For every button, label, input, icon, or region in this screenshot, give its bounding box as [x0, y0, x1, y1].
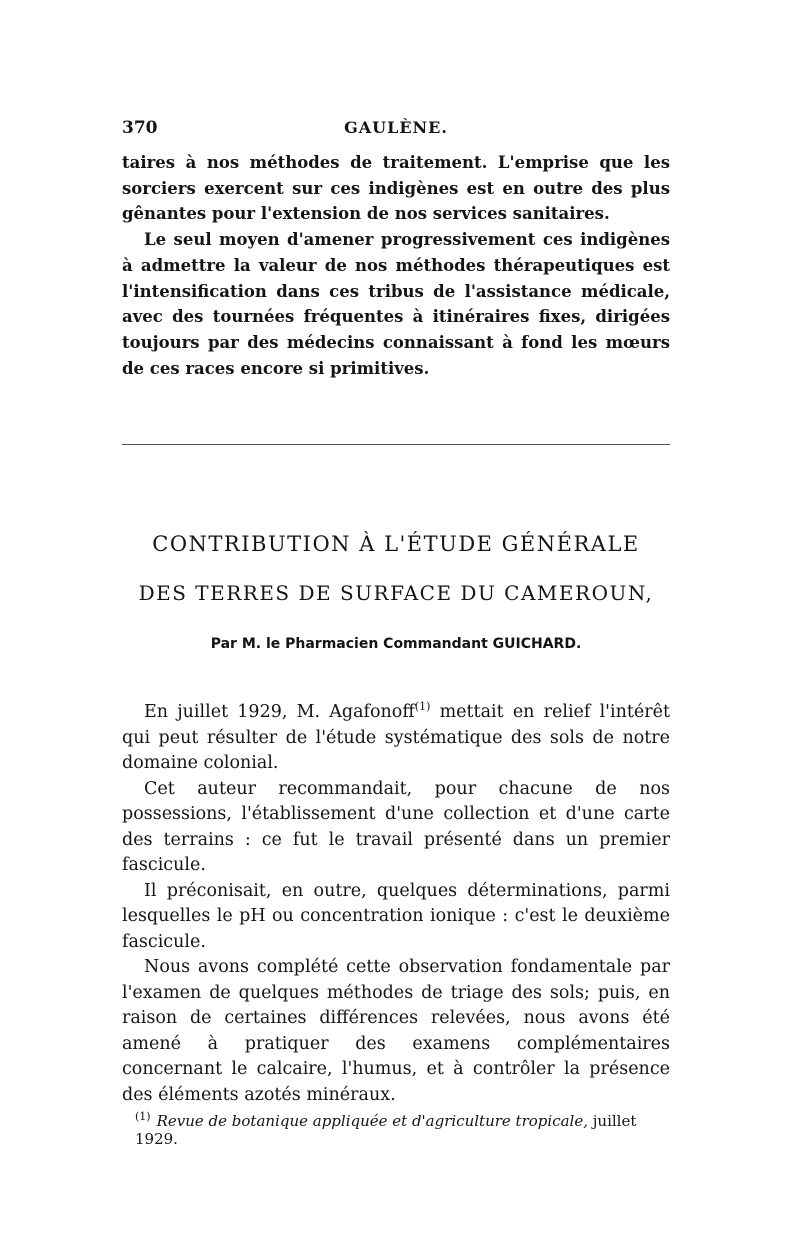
page-header: [122, 118, 670, 148]
footnote-reference: (1): [414, 700, 431, 714]
body-paragraph-2: Cet auteur recommandait, pour chacune de nos possessions, l'établissement d'une collection et d'une carte des terrains : ce fut le travail présenté dans un premier fascicule.: [122, 778, 670, 875]
running-title: GAULÈNE.: [344, 118, 448, 137]
continuation-paragraph-1: taires à nos méthodes de traitement. L'emprise que les sorciers exercent sur ces indigènes est en outre des plus gênantes pour l'extension de nos services sanitaires.: [122, 153, 670, 224]
body-paragraph-4: Nous avons complété cette observation fondamentale par l'examen de quelques méthodes de triage des sols; puis, en raison de certaines différences relevées, nous avons été amené à pratiquer des examens complémentaires concernant le calcaire, l'humus, et à contrôler la présence des éléments azotés minéraux.: [122, 957, 670, 1105]
footnote-mark: (1): [135, 1110, 151, 1123]
continuation-text: [122, 150, 670, 381]
continuation-paragraph-2: Le seul moyen d'amener progressivement ces indigènes à admettre la valeur de nos méthodes thérapeutiques est l'intensification dans ces tribus de l'assistance médicale, avec des tournées fréquentes à itinéraires fixes, dirigées toujours par des médecins connaissant à fond les mœurs de ces races encore si primitives.: [122, 230, 670, 378]
footnote-date: juillet 1929.: [135, 1112, 637, 1148]
footnote-journal: Revue de botanique appliquée et d'agriculture tropicale,: [156, 1112, 588, 1130]
page-number: 370: [122, 118, 158, 138]
body-paragraph-1-start: En juillet 1929, M. Agafonoff: [144, 702, 415, 722]
body-paragraph-1-end: mettait en relief l'intérêt qui peut résulter de l'étude systématique des sols de notre domaine colonial.: [122, 702, 670, 773]
section-divider: [122, 444, 670, 445]
article-title-line-2: DES TERRES DE SURFACE DU CAMEROUN,: [138, 581, 654, 605]
footnote: [135, 1110, 675, 1148]
body-paragraph-3: Il préconisait, en outre, quelques déterminations, parmi lesquelles le pH ou concentration ionique : c'est le deuxième fascicule.: [122, 880, 670, 952]
article-body: [122, 700, 670, 1108]
article-author: Par M. le Pharmacien Commandant GUICHARD.: [210, 636, 582, 652]
body-paragraph-1: [122, 700, 670, 777]
article-title-line-1: CONTRIBUTION À L'ÉTUDE GÉNÉRALE: [152, 532, 640, 556]
